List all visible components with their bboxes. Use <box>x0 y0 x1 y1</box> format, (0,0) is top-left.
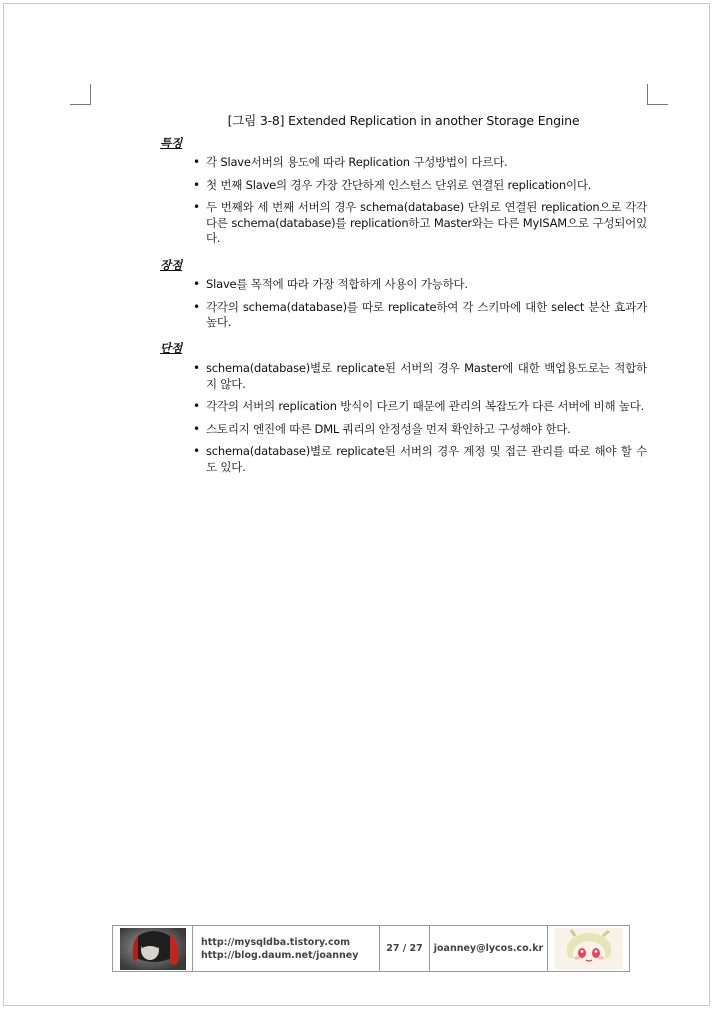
footer-link-daum[interactable]: http://blog.daum.net/joanney <box>201 949 359 961</box>
list-item: • 두 번째와 세 번째 서버의 경우 schema(database) 단위로 연결된 replication으로 각각 다른 schema(database)를 replication하고 Master와는 다른 MyISAM으로 구성되어있다. <box>193 200 647 245</box>
bullet-icon: • <box>193 299 200 314</box>
bullet-icon: • <box>193 399 200 413</box>
pros-list <box>160 277 647 338</box>
section-heading-pros: 장점 <box>160 258 183 272</box>
section-heading-cons: 단점 <box>160 341 183 355</box>
bullet-icon: • <box>193 444 200 458</box>
footer-avatar-left <box>113 926 193 971</box>
list-item: • schema(database)별로 replicate된 서버의 경우 계정 및 접근 관리를 따로 해야 할 수도 있다. <box>193 444 647 474</box>
cute-character-avatar-icon <box>555 928 623 970</box>
list-item: • 각각의 서버의 replication 방식이 다르기 때문에 관리의 복잡도가 다른 서버에 비해 높다. <box>193 399 645 413</box>
list-item: • 첫 번째 Slave의 경우 가장 간단하게 인스턴스 단위로 연결된 replication이다. <box>193 177 592 192</box>
features-list <box>160 155 647 254</box>
list-item: • 각각의 schema(database)를 따로 replicate하여 각 스키마에 대한 select 분산 효과가 높다. <box>193 299 647 329</box>
list-item: • 스토리지 엔진에 따른 DML 쿼리의 안정성을 먼저 확인하고 구성해야 한다. <box>193 421 571 436</box>
crop-mark-top-left <box>70 84 91 105</box>
bullet-icon: • <box>193 277 200 291</box>
bullet-icon: • <box>193 200 200 214</box>
footer-links <box>193 926 380 971</box>
figure-caption: [그림 3-8] Extended Replication in another Storage Engine <box>227 113 580 128</box>
list-item: • schema(database)별로 replicate된 서버의 경우 Master에 대한 백업용도로는 적합하지 않다. <box>193 361 647 391</box>
bullet-icon: • <box>193 421 200 436</box>
page-footer <box>112 925 630 972</box>
crop-mark-top-right <box>647 84 668 105</box>
footer-avatar-right <box>548 926 629 971</box>
dark-character-avatar-icon <box>120 928 186 970</box>
list-item: • 각 Slave서버의 용도에 따라 Replication 구성방법이 다르다. <box>193 155 508 169</box>
bullet-icon: • <box>193 155 200 169</box>
footer-email[interactable]: joanney@lycos.co.kr <box>430 926 548 971</box>
list-item: • Slave를 목적에 따라 가장 적합하게 사용이 가능하다. <box>193 277 468 291</box>
footer-page-number: 27 / 27 <box>380 926 430 971</box>
cons-list <box>160 361 647 482</box>
footer-link-tistory[interactable]: http://mysqldba.tistory.com <box>201 936 350 948</box>
section-heading-features: 특징 <box>160 136 183 150</box>
bullet-icon: • <box>193 177 200 192</box>
bullet-icon: • <box>193 361 200 375</box>
document-page <box>3 3 710 1006</box>
